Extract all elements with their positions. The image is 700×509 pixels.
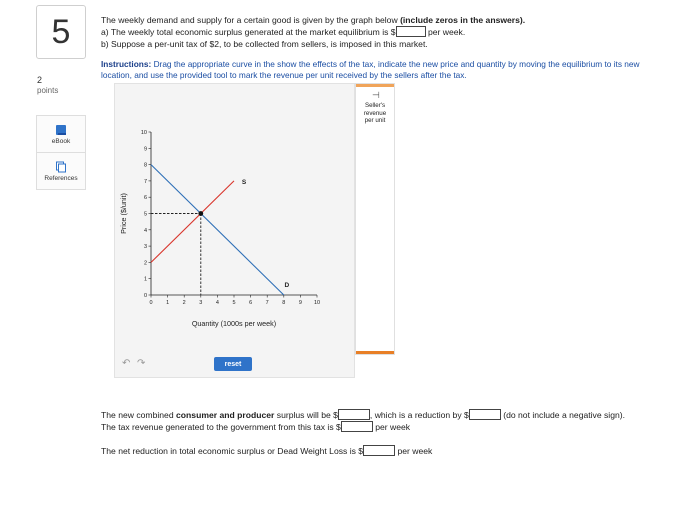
sellers-revenue-tool-icon[interactable]: ⊣ <box>372 90 380 100</box>
y-tick-label: 5 <box>143 211 147 218</box>
new-surplus-input[interactable] <box>338 409 370 420</box>
question-intro: The weekly demand and supply for a certain good is given by the graph below <box>101 15 398 25</box>
undo-icon[interactable]: ↶ <box>122 358 131 369</box>
graph-panel <box>114 83 355 378</box>
supply-demand-chart[interactable] <box>115 84 354 377</box>
x-tick-label: 9 <box>298 300 302 306</box>
tool-palette-top-bar <box>356 84 394 87</box>
book-icon <box>55 124 67 136</box>
answer-line-1-mid2: , which is a reduction by $ <box>369 410 469 420</box>
x-tick-label: 4 <box>215 300 219 306</box>
y-tick-label: 0 <box>143 293 147 299</box>
x-tick-label: 10 <box>313 300 321 306</box>
answer-line-1-bold: consumer and producer <box>176 410 275 420</box>
y-tick-label: 1 <box>143 276 147 283</box>
x-tick-label: 8 <box>282 300 286 306</box>
references-button[interactable] <box>36 152 86 190</box>
question-intro-bold: (include zeros in the answers). <box>400 15 526 25</box>
y-tick-label: 2 <box>143 260 147 267</box>
tool-palette-bottom-bar <box>356 351 394 354</box>
ebook-button[interactable] <box>36 115 86 153</box>
part-a-suffix: per week. <box>427 27 466 37</box>
answer-line-2-prefix: The tax revenue generated to the government from this tax is $ <box>101 422 341 432</box>
equilibrium-point[interactable] <box>198 211 203 216</box>
instructions-text: Drag the appropriate curve in the show the effects of the tax, indicate the new price and quantity by moving the equilibrium to its new location, and use the provided tool to mark the revenue per unit received by the sellers after the tax. <box>101 59 640 80</box>
tool-label-line-1: Seller's <box>364 102 386 109</box>
x-axis-label: Quantity (1000s per week) <box>191 319 277 328</box>
tax-revenue-input[interactable] <box>341 421 373 432</box>
answer-line-1 <box>101 409 661 421</box>
surplus-reduction-input[interactable] <box>469 409 501 420</box>
y-tick-label: 7 <box>143 178 147 185</box>
answer-line-3 <box>101 445 661 457</box>
answer-line-3-prefix: The net reduction in total economic surplus or Dead Weight Loss is $ <box>101 446 364 456</box>
demand-curve-label: D <box>284 282 290 289</box>
question-number <box>36 5 86 59</box>
tool-label-line-2: revenue <box>363 109 387 117</box>
answer-line-1-mid: surplus will be $ <box>276 410 338 420</box>
y-tick-label: 3 <box>143 244 147 251</box>
x-tick-label: 1 <box>166 300 170 306</box>
y-tick-label: 10 <box>140 130 147 136</box>
x-tick-label: 5 <box>232 300 236 306</box>
x-tick-label: 2 <box>182 300 186 306</box>
supply-curve-label: S <box>241 178 247 186</box>
y-axis-label: Price ($/unit) <box>119 193 128 234</box>
question-text <box>101 14 671 50</box>
tool-label-line-3: per unit <box>364 117 386 124</box>
total-surplus-input[interactable] <box>396 26 426 37</box>
part-a-line <box>101 26 671 38</box>
question-intro-line <box>101 14 671 26</box>
x-tick-label: 6 <box>249 300 253 306</box>
answer-line-2 <box>101 421 661 433</box>
y-tick-label: 4 <box>143 227 147 234</box>
instructions-label: Instructions: <box>101 59 152 69</box>
answer-line-1-suffix: (do not include a negative sign). <box>503 410 626 420</box>
answer-line-3-suffix: per week <box>397 446 433 456</box>
y-tick-label: 9 <box>143 146 147 153</box>
points-value: 2 <box>37 75 43 85</box>
ebook-label: eBook <box>51 137 71 145</box>
deadweight-loss-input[interactable] <box>363 445 395 456</box>
demand-curve[interactable] <box>151 165 284 295</box>
reset-button[interactable]: reset <box>214 357 252 371</box>
points-label: points <box>37 86 59 95</box>
part-b-line: b) Suppose a per-unit tax of $2, to be collected from sellers, is imposed in this market. <box>101 39 428 49</box>
documents-icon <box>55 161 67 173</box>
redo-icon[interactable]: ↷ <box>137 358 146 369</box>
sellers-revenue-tool-label[interactable] <box>356 102 394 125</box>
answer-line-2-suffix: per week <box>375 422 411 432</box>
instructions <box>101 59 641 81</box>
x-tick-label: 7 <box>265 300 269 306</box>
references-label: References <box>44 174 78 182</box>
supply-curve[interactable] <box>151 181 234 263</box>
y-tick-label: 8 <box>143 162 147 169</box>
x-tick-label: 3 <box>199 300 203 306</box>
answers-section <box>101 409 661 457</box>
tool-palette <box>355 83 395 355</box>
x-tick-label: 0 <box>149 300 153 306</box>
y-tick-label: 6 <box>143 195 147 202</box>
answer-line-1-prefix: The new combined <box>101 410 174 420</box>
question-number-text: 5 <box>51 12 71 51</box>
part-a-prefix: a) The weekly total economic surplus generated at the market equilibrium is $ <box>101 27 396 37</box>
